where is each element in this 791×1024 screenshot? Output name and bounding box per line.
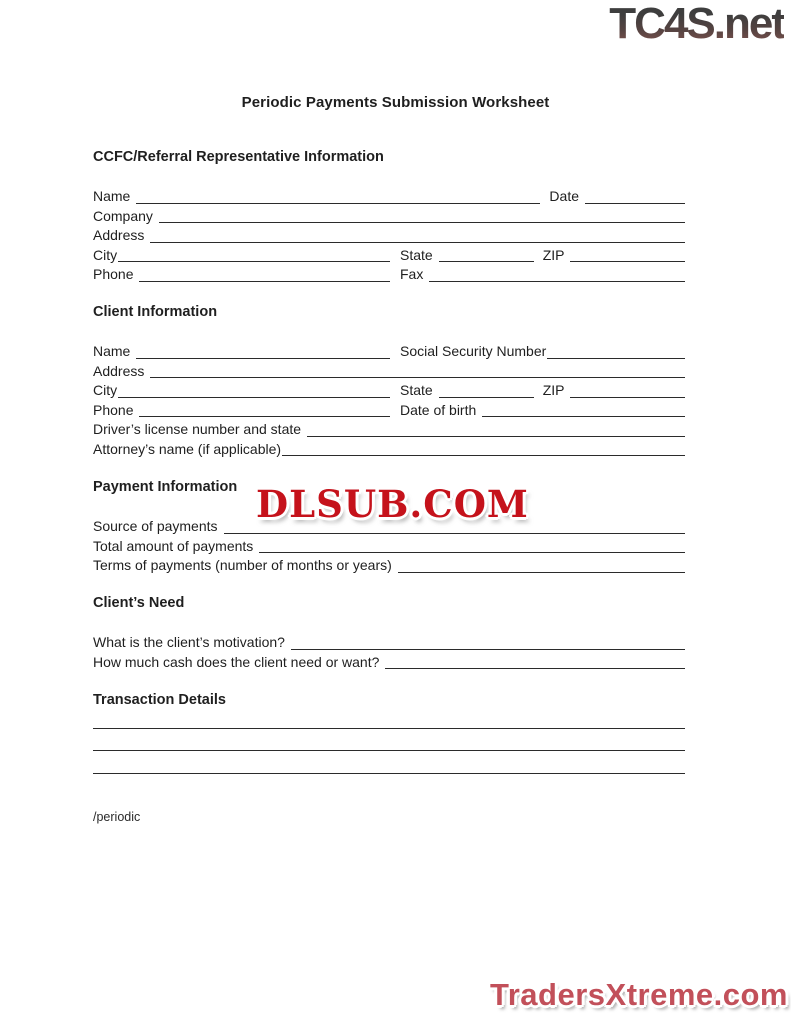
section-heading-client: Client Information xyxy=(93,304,218,320)
client-state-label: State xyxy=(400,382,433,398)
client-zip-line xyxy=(570,381,685,398)
rep-city-line xyxy=(118,246,390,263)
need-fields xyxy=(93,633,685,672)
rep-address-row xyxy=(93,226,685,246)
transaction-line-3 xyxy=(93,751,685,774)
rep-city-state-zip-row xyxy=(93,246,685,266)
client-ssn-label: Social Security Number xyxy=(400,343,547,359)
client-phone-dob-row xyxy=(93,401,685,421)
page-title: Periodic Payments Submission Worksheet xyxy=(241,94,550,111)
client-fields xyxy=(93,342,685,459)
client-address-row xyxy=(93,362,685,382)
client-ssn-line xyxy=(547,342,685,359)
client-dob-label: Date of birth xyxy=(400,401,477,418)
payment-total-label: Total amount of payments xyxy=(93,537,254,554)
rep-phone-fax-row xyxy=(93,265,685,285)
client-license-label: Driver’s license number and state xyxy=(93,421,302,437)
payment-terms-label: Terms of payments (number of months or years) xyxy=(93,557,392,573)
rep-fax-line xyxy=(429,265,685,282)
payment-total-row xyxy=(93,537,685,557)
client-phone-label: Phone xyxy=(93,401,134,418)
section-heading-transaction: Transaction Details xyxy=(93,692,226,708)
rep-state-line xyxy=(439,246,534,263)
rep-zip-line xyxy=(570,246,685,263)
client-address-line xyxy=(150,362,685,379)
payment-source-label: Source of payments xyxy=(93,518,218,534)
payment-total-line xyxy=(259,537,685,554)
need-motivation-label: What is the client’s motivation? xyxy=(93,634,285,650)
rep-date-label: Date xyxy=(549,188,579,204)
rep-state-label: State xyxy=(400,246,433,263)
representative-fields xyxy=(93,187,685,285)
need-motivation-row xyxy=(93,633,685,653)
tradersxtreme-watermark: TradersXtreme.com xyxy=(490,977,788,1012)
rep-fax-label: Fax xyxy=(400,266,424,282)
client-name-label: Name xyxy=(93,343,131,359)
transaction-line-2 xyxy=(93,729,685,752)
section-heading-representative: CCFC/Referral Representative Information xyxy=(93,149,384,165)
rep-zip-label: ZIP xyxy=(542,246,565,263)
client-state-line xyxy=(439,381,534,398)
rep-company-row xyxy=(93,207,685,227)
client-attorney-line xyxy=(282,440,685,457)
transaction-line-1 xyxy=(93,706,685,729)
client-city-label: City xyxy=(93,382,118,398)
footer-note: /periodic xyxy=(93,810,141,824)
payment-terms-row xyxy=(93,556,685,576)
client-dob-line xyxy=(482,401,685,418)
client-name-ssn-row xyxy=(93,342,685,362)
need-cash-row xyxy=(93,653,685,673)
client-license-line xyxy=(307,420,685,437)
rep-company-label: Company xyxy=(93,207,153,224)
tc4s-watermark: TC4S.net xyxy=(609,0,784,48)
client-attorney-row xyxy=(93,440,685,460)
section-heading-payment: Payment Information xyxy=(93,479,238,495)
need-cash-line xyxy=(385,653,685,670)
rep-date-line xyxy=(585,187,685,204)
client-zip-label: ZIP xyxy=(542,382,565,398)
client-city-line xyxy=(118,381,390,398)
payment-terms-line xyxy=(398,556,685,573)
client-name-line xyxy=(136,342,390,359)
need-cash-label: How much cash does the client need or want? xyxy=(93,653,380,670)
need-motivation-line xyxy=(291,633,685,650)
rep-name-label: Name xyxy=(93,188,131,204)
client-phone-line xyxy=(139,401,390,418)
client-license-row xyxy=(93,420,685,440)
rep-phone-line xyxy=(139,265,390,282)
rep-address-label: Address xyxy=(93,227,145,243)
rep-company-line xyxy=(159,207,685,224)
client-attorney-label: Attorney’s name (if applicable) xyxy=(93,440,282,457)
rep-name-line xyxy=(136,187,540,204)
rep-name-date-row xyxy=(93,187,685,207)
rep-phone-label: Phone xyxy=(93,266,134,282)
rep-address-line xyxy=(150,226,685,243)
rep-city-label: City xyxy=(93,246,118,263)
section-heading-need: Client’s Need xyxy=(93,595,185,611)
dlsub-watermark: DLSUB.COM xyxy=(256,482,529,526)
client-address-label: Address xyxy=(93,362,145,379)
client-city-state-zip-row xyxy=(93,381,685,401)
transaction-fields xyxy=(93,706,685,774)
